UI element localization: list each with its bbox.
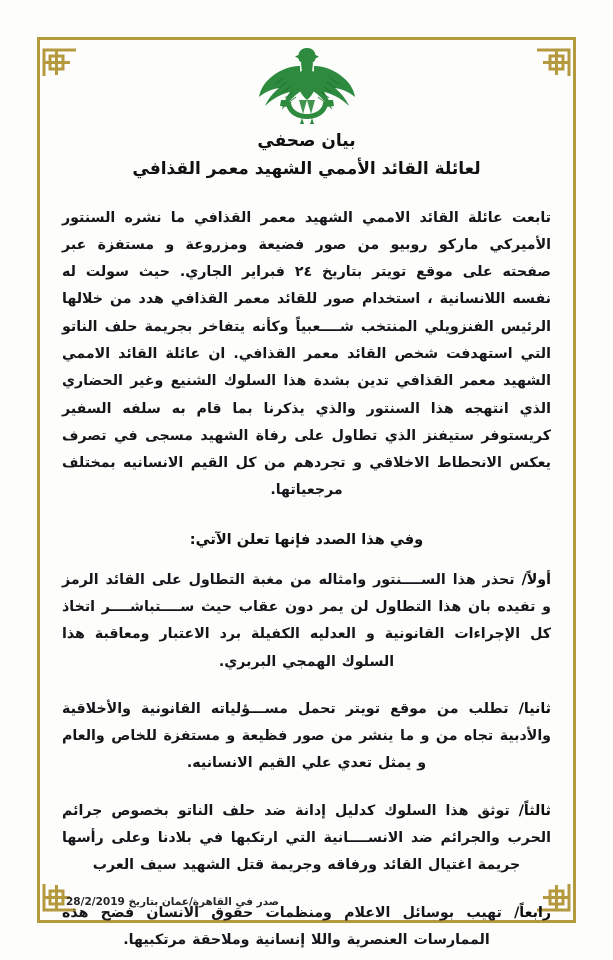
clause-text: تحذر هذا الســــنتور وامثاله من مغبة التطاول على القائد الرمز و تفيده بان هذا التطاول لن يمر دون عقاب حيث ســــتباشــــر اتخاذ كل الإجراءات القانونية و العدليه الكفيلة برد الاعتبار ومعاقبة هذا السلوك الهمجي البربري. (62, 571, 551, 670)
clause-item-third (62, 798, 551, 880)
hawk-of-quraish-icon (255, 44, 359, 128)
clause-text: تهيب بوسائل الاعلام ومنظمات حقوق الانسان فضح هذه الممارسات العنصرية واللا إنسانية وملاحقة مرتكبيها. (62, 904, 515, 948)
clause-ordinal: ثالثاً/ (518, 802, 551, 819)
clause-ordinal: أولاً/ (521, 571, 551, 588)
clause-ordinal: رابعاً/ (514, 904, 551, 921)
clause-text: تطلب من موقع تويتر تحمل مســـؤلياته القانونية والأخلاقية والأدبية تجاه من و ما ينشر من صور فظيعة و مستفزة للخاص والعام و يمثل تعدي علي القيم الانسانيه. (62, 700, 551, 772)
clause-text: توثق هذا السلوك كدليل إدانة ضد حلف الناتو بخصوص جرائم الحرب والجرائم ضد الانســــانية التي ارتكبها في بلادنا وعلى رأسها جريمة اغتيال القائد ورفاقه وجريمة قتل الشهيد سيف العرب (62, 802, 551, 874)
clause-item-second (62, 696, 551, 778)
page-subtitle: لعائلة القائد الأممي الشهيد معمر القذافي (132, 159, 481, 180)
intro-paragraph: تابعت عائلة القائد الاممي الشهيد معمر القذافي ما نشره السنتور الأميركي ماركو روبيو من صور فضيعة ومزروعة و مستفزة عبر صفحته على موقع تويتر بتاريخ ٢٤ فبراير الجاري. حيث سولت له نفسه اللانسانية ، استخدام صور للقائد معمر القذافي هدد من خلالها الرئيس الفنزويلي المنتخب شــــعبياً وكأنه يتفاخر بجريمة حلف الناتو التي استهدفت شخص القائد معمر القذافي. ان عائلة القائد الاممي الشهيد معمر القذافي تدين بشدة هذا السلوك الشنيع وغير الحضاري الذي انتهجه هذا السنتور والذي يذكرنا بما قام به سلفه السفير كريستوفر ستيفنز الذي تطاول على رفاة الشهيد مسجى في تصرف يعكس الانحطاط الاخلاقي و تجردهم من كل القيم الانسانيه بمختلف مرجعياتها. (62, 209, 551, 499)
clause-ordinal: ثانيا/ (518, 700, 551, 717)
declaration-heading: وفي هذا الصدد فإنها تعلن الآتي: (189, 530, 424, 548)
emblem-container (0, 44, 613, 128)
clause-item-first (62, 567, 551, 676)
page-title: بيان صحفي (257, 131, 356, 151)
issue-place-and-date: صدر في القاهرة/عمان بتاريخ 28/2/2019 (66, 896, 279, 908)
